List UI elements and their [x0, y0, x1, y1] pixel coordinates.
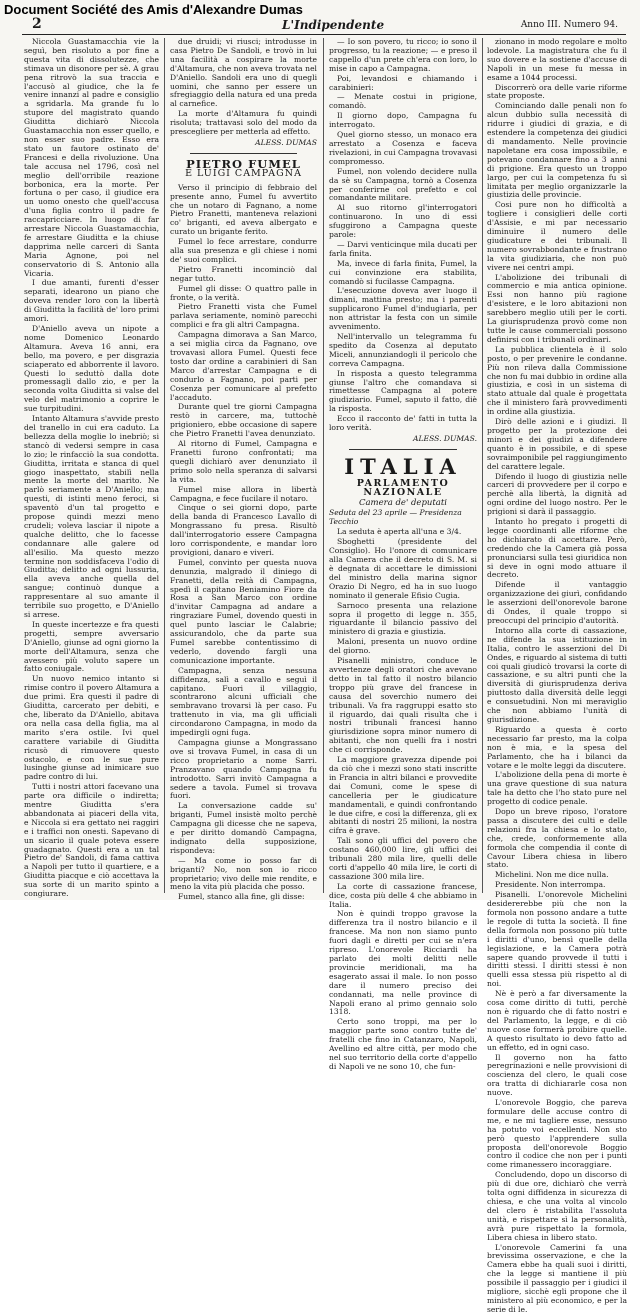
paragraph: La seduta è aperta all'una e 3/4. [337, 527, 462, 537]
paragraph: Intorno alla corte di cassazione, ne difende la sua istituzione in Italia, contro le asserzioni del Di Ondes, e riguardo al sistema di tutti coi quali giudicò trovarsi la corte di cassazione, e su altri punti che la diversità di giurisprudenza deriva piuttosto dalla diversità delle leggi e consuetudini. Non mi meraviglio che non abbiamo l'unità di giurisdizione. [487, 625, 627, 724]
paragraph: Pisanelli ministro, conduce le avvertenze degli oratori che avevano detto in tal fatto il nostro bilancio troppo più grave del francese in causa del soverchio numero dei tribunali. Va fra raggruppi esatto sto il riguardo, dai quali risulta che i nostri tribunali francesi hanno giurisdizione sopra minor numero di abitanti, che non quelli fra i nostri che ci corrisponde. [329, 656, 477, 755]
paragraph: Dirò delle azioni e i giudizi. Il progetto per la protezione dei minori e dei giudizi a difendere quanto è in possibile, e di spese sovraimponibile pel raggiungimento del carattere legale. [487, 417, 627, 471]
watermark: Document Société des Amis d'Alexandre Dumas [4, 2, 303, 17]
paragraph: Il giorno dopo, Campagna fu interrogato. [329, 111, 477, 130]
divider [190, 153, 297, 154]
paragraph: La maggiore gravezza dipende poi da ciò che i mezzi sono stati inscritte in Francia in altri bilanci e provvedite dai Comuni, come le spese di cancelleria per le giudicature mandamentali, e quindi confrontando le due cifre, e cosi la differenza, gli ex abitanti di nostri 25 milioni, la nostra cifra è grave. [329, 755, 477, 836]
paragraph: Campagna dimorava a San Marco, a sei miglia circa da Fagnano, ove trovavasi allora Fumel. Questi fece tosto dar ordine a carabinieri di San Marco d'arrestar Campagna e di condurlo a Fagnano, poi parti per Cosenza per comunicare al prefetto l'accaduto. [170, 330, 317, 402]
paragraph: Tutti i nostri attori facevano una parte ora difficile o indiretta; mentre Giuditta s'era abbandonata ai piaceri della vita, e Niccola si era gettato nei raggiri e i traffici non onesti. Sapevano di un sicario il quale poteva essere guadagnato. Questi era a un tal Pietro de' Sandoli, di fama cattiva a Napoli per tutto il quartiere, e a Giuditta piacque e ciò accettava la sua sorte di un marito spinto a congiurare. [24, 782, 159, 899]
paragraph: — Io son povero, tu ricco; io sono il progresso, tu la reazione; — e preso il cappello d'un prete ch'era con loro, lo mise in capo a Campagna. [329, 37, 477, 73]
paragraph: Poi, levandosi e chiamando i carabinieri: [329, 73, 477, 92]
paragraph: Dopo un breve riposo, l'oratore passa a discutere dei culti e delle relazioni fra la chiesa e lo stato, che, crede, conformemente alla formola che compendia il conte di Cavour Libera chiesa in libero stato. [487, 807, 627, 870]
paragraph: Al ritorno di Fumel, Campagna e Franetti furono confrontati; ma quegli dichiarò aver denunziato il primo solo nella speranza di salvarsi la vita. [170, 439, 317, 484]
paragraph: — Ma come io posso far di briganti? No, non son io ricco proprietario; vivo delle mie rendite, e meno la vita più placida che posso. [170, 855, 317, 892]
column-rule [482, 38, 483, 893]
paragraph: — Menate costui in prigione, comandò. [329, 92, 477, 111]
paragraph: La pubblica clientela è il solo posto, o per prevenire le condanne. Più non rileva dalla Commissione che non fu mai dubbio in ordine alla giustizia, e così in un sistema di stato attuale dal quale è progettata che il ministero farà provvedimenti in ordine alla giustizia. [487, 344, 627, 417]
paragraph: Tali sono gli uffici del povero che costano 460,000 lire, gli uffici dei tribunali 280 mila lire, quelli delle corti d'appello 40 mila lire, le corti di cassazione 300 mila lire. [329, 836, 477, 881]
section-subheading: PARLAMENTO NAZIONALE [356, 477, 450, 498]
column-rule [323, 38, 324, 893]
paragraph: Michelini. Non me dice nulla. [495, 870, 609, 880]
column-1 [24, 37, 159, 899]
paragraph: Fumel lo fece arrestare, condurre alla sua presenza e gli chiese i nomi de' suoi complici. [170, 237, 317, 264]
paragraph: Durante quel tre giorni Campagna restò in carcere, ma, tuttochè prigioniero, ebbe occasione di sapere che Pietro Franetti l'avea denunziato. [170, 402, 317, 439]
paragraph: In queste incertezze e fra questi progetti, sempre avversario D'Aniello, giunse ad ogni giorno la morte dell'Altamura, senza che avessero più voluto sapere un fatto coniugale. [24, 619, 159, 674]
paragraph: Nè è però a far diversamente la cosa come diritto di tutti, perchè non è riguardo che di fatto nostri e del Parlamento, la legge, e di ciò nuove cose formerà proibire quelle. A questo risultato io devo fatto ad un effetto, ed in ogni caso. [487, 989, 627, 1052]
issue-info: Anno III. Numero 94. [520, 20, 618, 30]
paragraph: Nell'intervallo un telegramma fu spedito da Cosenza al deputato Miceli, annunziandogli il pericolo che correva Campagna. [329, 332, 477, 368]
paragraph: Verso il principio di febbraio del presente anno, Fumel fu avvertito che un notaro di Fagnano, a nome Pietro Franetti, manteneva relazioni co' briganti, ed aveva albergato e curato un brigante ferito. [170, 182, 317, 237]
chamber-heading: Camera de' deputati [358, 497, 447, 508]
paragraph: Discorrerò ora delle varie riforme state proposte. [487, 82, 627, 101]
paragraph: Il governo non ha fatto peregrinazioni e nelle provvisioni di coscienza del clero, le quali cose ora tratta di dichiararle cosa non nuove. [487, 1052, 627, 1098]
paragraph: Riguardo a questa è corto necessario far presto, ma la colpa non è mia, e la spesa del Parlamento, che ha i bilanci da votare e le molte leggi da discutere. [487, 724, 627, 770]
paragraph: Pisanelli. L'onorevole Michelini desidererebbe più che non la formola non possono andare a tutte le regole di tutta la società. Il fine della formola non possono più tutte i diritti d'uno, bensì quelle della legislazione, e la Camera potrà sapere quando provvede il tutti i diritti stessi. I diritti stessi è non quelli essa stessa più rispetto al di noi. [487, 890, 627, 989]
paragraph: Pietro Franetti vista che Fumel parlava seriamente, nominò parecchi complici e fra gli altri Campagna. [170, 302, 317, 330]
paragraph: Un nuovo nemico intanto si rimise contro il povero Altamura a due primi. Era questi il padre di Giuditta, carcerato per debiti, e che, liberato da D'Aniello, abitava ora nella casa della figlia, ma al marito s'era ostile. Ivi quel carattere variabile di Giuditta ricusò di rimuovere questo ostacolo, e con le sue pure lusinghe giunse ad inimicare suo padre contro di lui. [24, 674, 159, 782]
page-header [22, 18, 626, 35]
paragraph: — Darvi venticinque mila ducati per farla finita. [329, 239, 477, 258]
paragraph: Cinque o sei giorni dopo, parte della banda di Francesco Lavallo di Mongrassano fu presa. Risultò dall'interrogatorio essere Campagna loro corrispondente, e mandar loro provigioni, danaro e viveri. [170, 503, 317, 557]
paragraph: Difendo il luogo di giustizia nelle carceri di provvedere per il corpo e perchè alla libertà, la dignità ad ogni ordine del luogo nostro. Per le prigioni si darà il passaggio. [487, 471, 627, 517]
masthead-title: L'Indipendente [282, 18, 385, 32]
column-rule [164, 38, 165, 893]
paragraph: Al suo ritorno gl'interrogatori continuarono. In uno di essi sfuggirono a Campagna queste parole: [329, 203, 477, 240]
paragraph: Pietro Franetti incominciò dal negar tutto. [170, 264, 317, 283]
paragraph: Fumel mise allora in libertà Campagna, e fece fucilare il notaro. [170, 484, 317, 503]
paragraph: Ma, invece di farla finita, Fumel, la cui convinzione era stabilita, comandò si fucilasse Campagna. [329, 258, 477, 286]
paragraph: La conversazione cadde su' briganti, Fumel insistè molto perchè Campagna gli dicesse che ne sapeva, e per diritto domandò Campagna, indignato della supposizione, rispondeva: [170, 801, 317, 855]
article-heading: PIETRO FUMEL [186, 156, 301, 171]
column-3 [329, 37, 477, 1071]
article-subheading: E LUIGI CAMPAGNA [185, 167, 302, 179]
page-number: 2 [32, 16, 42, 32]
paragraph: Niccola Guastamacchia vie la seguì, ben risoluto a por fine a questa vita di dissolutezze, che stimava un disonore per sè. A grau pena ritrovò la sua traccia e l'accusò al giudice, che la fe venire innanzi al padre e consiglio a sgridarla. Ma grande fu lo stupore del magistrato quando Giuditta dichiarò Niccola Guastamacchia non esser quello, e non esser suo padre. Esso era stato un fautore ostinato de' Francesi e della rivoluzione. Una tale accusa nel 1796, così nel meglio dell'orribile reazione borbonica, era la morte. Per fortuna o per caso, il giudice era un uomo onesto che quell'accusa d'una figlia contro il padre fe raccapricciare. In luogo di far arrestare Niccola Guastamacchia, fe arrestare Giuditta e la chiuse dapprima nelle carceri di Santa Maria Agnone, poi nel conservatorio di S. Antonio alla Vicaria. [24, 37, 159, 278]
paragraph: In risposta a questo telegramma giunse l'altro che comandava si rimettesse Campagna al potere giudiziario. Fumel, saputo il fatto, diè la risposta. [329, 368, 477, 414]
paragraph: due druidi; vi riusci; introdusse in casa Pietro De Sandoli, e trovò in lui una facilità a cospirare la morte d'Altamura, che non aveva trovata nel D'Aniello. Sandoli era uno di quegli uomini, che sanno per essere un sfregiaggio della natura ed una preda al carnefice. [170, 37, 317, 109]
paragraph: L'abolizione dei tribunali di commercio e mia antica opinione. Essi non hanno più ragione d'esistere, e le loro abitazioni non sarebbero meglio utili per le corti. La giurisprudenza provò come non tutte le cause commerciali possono definirsi con i tribunali ordinari. [487, 272, 627, 344]
paragraph: La corte di cassazione francese, dice, costa più delle 4 che abbiamo in Italia. [329, 881, 477, 909]
column-2 [170, 37, 317, 902]
paragraph: Intanto Altamura s'avvide presto del tranello in cui era caduto. La bellezza della moglie lo inebriò; si stancò di vedersi sempre in casa lo zio; le rinfacciò la sua condotta. Giuditta, irritata e stanca di quel giogo inaspettato, stabilì nella mente la morte del marito. Ne parlò seriamente a D'Aniello; ma questi, di istinti meno feroci, si spaventò d'un tal progetto e propose quindi mezzi meno crudeli; voleva lasciar il nipote a qualche delitto, che lo facesse condannare alle galere od all'esilio. Ma questo mezzo termine non soddisfaceva l'odio di Giuditta; delitto ad ogni lussuria, ella aveva anche quella del sangue; continuò dunque a rappresentare al suo amante il terribile suo progetto, e D'Aniello si arrese. [24, 414, 159, 619]
session-line: Seduta del 23 aprile — Presidenza Tecchio [329, 507, 462, 526]
divider [349, 449, 457, 450]
paragraph: Fumel, stanco alla fine, gli disse: [178, 892, 305, 902]
paragraph: D'Aniello aveva un nipote a nome Domenico Leonardo Altamura. Aveva 16 anni, era bello, ma povero, e per disgrazia sciaperato ed abborrente il lavoro. Questi lo seduttò dalla dote promessagli dallo zio, e per la seconda volta Giuditta si valse del velo del matrimonio a coprire le sue turpitudini. [24, 324, 159, 414]
paragraph: zionano in modo regolare e molto lodevole. La magistratura che fu il suo dovere e la sostiene d'accuse di Napoli in un mese fu messa in esame a 1044 processi. [487, 37, 627, 82]
paragraph: Maloni, presenta un nuovo ordine del giorno. [329, 637, 477, 656]
section-heading-italia: ITALIA [344, 453, 462, 479]
paragraph: Fumel gli disse: O quattro palle in fronte, o la verità. [170, 283, 317, 302]
author-signature: ALESS. DUMAS [255, 137, 317, 147]
paragraph: I due amanti, furenti d'esser separati, idearono un piano che doveva render loro con la libertà di Giuditta la facilità de' loro primi amori. [24, 278, 159, 324]
paragraph: Quel giorno stesso, un monaco era arrestato a Cosenza e faceva rivelazioni, in cui Campagna trovavasi compromesso. [329, 130, 477, 166]
paragraph: Intanto ho pregato i progetti di legge coordinanti alle riforme che ho dichiarato di accettare. Però, credendo che la Camera già possa pronunciarsi sulla tesi giuridica non si deve in ogni modo attuare il decreto. [487, 517, 627, 580]
paragraph: Campagna, senza nessuna diffidenza, salì a cavallo e seguì il capitano. Fuori il villaggio, scontrarono alcuni ufficiali che sembravano trovarsi là per caso. Fu trattenuto in via, ma gli ufficiali circondarono Campagna, in modo da impedirgli ogni fuga. [170, 665, 317, 738]
paragraph: Sarnoco presenta una relazione sopra il progetto di legge n. 355, riguardante il bilancio passivo del ministero di grazia e giustizia. [329, 600, 477, 637]
paragraph: L'onorevole Boggio, che pareva formulare delle accuse contro di me, e ne mi tagliere esse, nessuno ha potuto voi eccellenti. Non sto però questo l'apprendere sulla proposta dell'onorevole Boggio contro il codice che non per i punti come rimanessero incoraggiare. [487, 1098, 627, 1170]
paragraph: L'onorevole Camerini fa una brevissima osservazione, e che la Camera ebbe ha quali suoi i diritti, che la legge si mantiene il più possibile il passaggio per i giudici il migliore, sicchè egli propone che il ministero al più economico, e per la serie di le. [487, 1242, 627, 1314]
paragraph: Difende il vantaggio organizzazione dei giurì, confidando le asserzioni dell'onorevole barone di Ondes, il quale troppo si preoccupi del principio d'autorità. [487, 580, 627, 625]
paragraph: Fumel, convinto per questa nuova denunzia, malgrado il diniego di Franetti, della reità di Campagna, spedì il capitano Beniamino Fiore da Rosa a San Marco con ordine d'invitar Campagna ad andare a ringraziare Fumel, dovendo questi in quel punto lasciar le Calabrie; assicurandolo, che da parte sua Fumel sarebbe contentissimo di vederlo, dovendo fargli una comunicazione importante. [170, 557, 317, 665]
paragraph: Certo sono troppi, ma per lo maggior parte sono contro tutte de' fratelli che fino in Catanzaro, Napoli, Avellino ed altre città, per modo che nel suo territorio della corte d'appello di Napoli ve ne sono 10, che fun- [329, 1017, 477, 1071]
author-signature: ALESS. DUMAS. [413, 433, 477, 443]
paragraph: Sboghetti (presidente del Consiglio). Ho l'onore di comunicare alla Camera che il decreto di S. M. si è degnata di accettare le dimissioni del ministro della marina signor Orazio Di Negro, ed ha in suo luogo nominato il generale Efisio Cugia. [329, 537, 477, 600]
column-4 [487, 37, 627, 1314]
paragraph: Cosi pure non ho difficoltà a togliere i consiglieri delle corti d'Assisie, e mi par necessario diminuire il numero delle giudicature e dei tribunali. Il numero sovrabbondante e frustrano la vita giudiziaria, che non può vivere nei centri ampi. [487, 200, 627, 272]
paragraph: L'abolizione della pena di morte è una grave questione di sua natura tale ha detto che l'ho stato pure nel progetto di codice penale. [487, 770, 627, 807]
paragraph: Ecco il racconto de' fatti in tutta la loro verità. [329, 414, 477, 433]
paragraph: Campagna giunse a Mongrassano ove si trovava Fumel, in casa di un ricco proprietario a nome Sarri. Pranzavano quando Campagna fu introdotto. Sarri invitò Campagna a sedere a tavola. Fumel si trovava fuori. [170, 737, 317, 801]
paragraph: Concludendo, dopo un discorso di più di due ore, dichiarò che verrà tolta ogni diffidenza in sicurezza di chiesa, e che una volta al vincolo del clero è ristabilita l'assoluta unità, e rispettare sì la personalità, avrà pure rispettato la formola, Libera chiesa in libero stato. [487, 1170, 627, 1242]
paragraph: Non è quindi troppo gravose la differenza tra il nostro bilancio e il francese. Ma non non siamo punto fuori dagli e diretti per cui se n'era ripreso. L'onorevole Ricciardi ha parlato dei molti delitti nelle provincie meridionali, ma ha esagerato assai il male. Io non posso dare il numero preciso dei condannati, ma nelle province di Napoli erano al primo gennaio solo 1318. [329, 909, 477, 1017]
paragraph: Presidente. Non interrompa. [495, 880, 606, 890]
paragraph: Cominciando dalle penali non fo alcun dubbio sulla necessità di ridurre i giudici di grazia, e di estendere la competenza dei giudici di mandamento. Nelle provincie napoletane era cosa impossibile, e potevano condannare fino a 3 anni di prigione. Era questo un troppo largo, per cui la competenza fu sì limitata per meglio organizzarle la giustizia delle provincie. [487, 101, 627, 200]
paragraph: L'esecuzione doveva aver luogo il dimani, mattina presto; ma i parenti supplicarono Fumel d'indugiarla, per non attristar la festa con un simile avvenimento. [329, 286, 477, 332]
paragraph: La morte d'Altamura fu quindi risoluta; trattavasi solo del modo da prescegliere per metterla ad effetto. [170, 109, 317, 137]
paragraph: Fumel, non volendo decidere nulla da sè su Campagna, tornò a Cosenza per conferirne col prefetto e col comandante militare. [329, 166, 477, 203]
